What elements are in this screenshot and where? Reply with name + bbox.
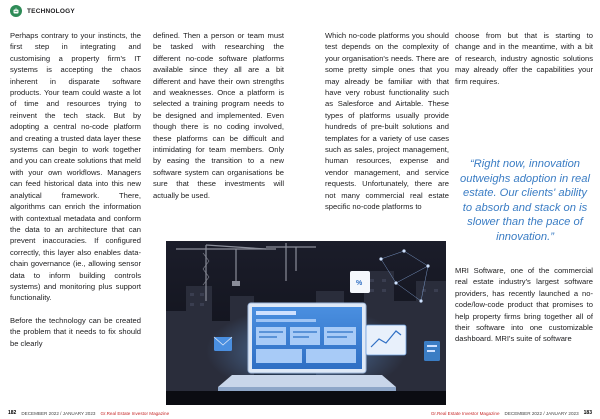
paragraph: defined. Then a person or team must be tasked with researching the different no-code software platforms available since they all are a bit different and have their own strengths and weaknesses. Once a platform is selected a training program needs to be designed and implemented. Even though there is no coding involved, these platforms can be difficult and intimidating for team members. Only by easing the transition to a new software system can organisations be sure that these investments will actually be used. bbox=[153, 31, 284, 200]
page-number: 183 bbox=[583, 410, 592, 416]
article-column-3 bbox=[325, 30, 449, 224]
paragraph: Before the technology can be created the problem that it needs to fix should be clearly bbox=[10, 315, 141, 348]
footer-left bbox=[8, 410, 169, 416]
paragraph: Perhaps contrary to your instincts, the first step in integrating and customising a property firm's IT systems is accepting the chaos inherent in disparate software products. Your team could waste a lot of time and resources trying to reinvent the tech stack. But by adopting a central no-code platform and creating a trusted data layer these systems can begin to work together and you can create solutions that meld with your own workflows. Managers can feed historical data into this new analytical framework. There, algorithms can enrich the information with contextual metadata and conform the data to an architecture that can prevent inaccuracies. If configured correctly, this layer also enables data-chain governance (ie., allowing sensor data to inform building controls systems) and monitoring plus support functionality. bbox=[10, 31, 141, 303]
robot-icon bbox=[10, 5, 22, 17]
paragraph: Which no-code platforms you should test depends on the complexity of your organisation's needs. There are some pretty simple ones that you may already be familiar with that have very robust functionality such as Salesforce and Airtable. These types of platforms usually provide hundreds of pre-built solutions and templates for a variety of use cases such as sales, project management, human resources, expense and vendor management, and service requests. Unfortunately, there are not many commercial real estate specific no-code platforms to bbox=[325, 31, 449, 212]
paragraph: MRI Software, one of the commercial real estate industry's largest software providers, has recently launched a no-code/low-code product that promises to help property firms bring together all of their software into one customizable dashboard. MRI's suite of software bbox=[455, 266, 593, 344]
section-label: TECHNOLOGY bbox=[27, 7, 75, 15]
page-number: 182 bbox=[8, 410, 17, 416]
publication-name: Gr.Real Estate Investor Magazine bbox=[430, 410, 500, 416]
footer-right bbox=[431, 410, 592, 416]
paragraph: choose from but that is starting to change and in the meantime, with a bit of research, industry agnostic solutions may already offer the capabilities your firm requires. bbox=[455, 31, 593, 86]
article-column-2 bbox=[153, 30, 284, 212]
article-column-1 bbox=[10, 30, 141, 360]
section-tag bbox=[10, 5, 75, 17]
article-column-5 bbox=[455, 265, 593, 356]
publication-name: Gr.Real Estate Investor Magazine bbox=[100, 410, 170, 416]
issue-date: DECEMBER 2022 / JANUARY 2023 bbox=[504, 410, 579, 416]
article-column-4 bbox=[455, 30, 593, 98]
percent-label: % bbox=[356, 280, 363, 287]
pull-quote: “Right now, innovation outweighs adoption in real estate. Our clients' ability to absorb and stack on is slower than the pace of innovation.” bbox=[460, 158, 590, 243]
city-laptop-illustration bbox=[166, 241, 446, 405]
issue-date: DECEMBER 2022 / JANUARY 2023 bbox=[21, 410, 96, 416]
hero-illustration bbox=[166, 241, 446, 405]
